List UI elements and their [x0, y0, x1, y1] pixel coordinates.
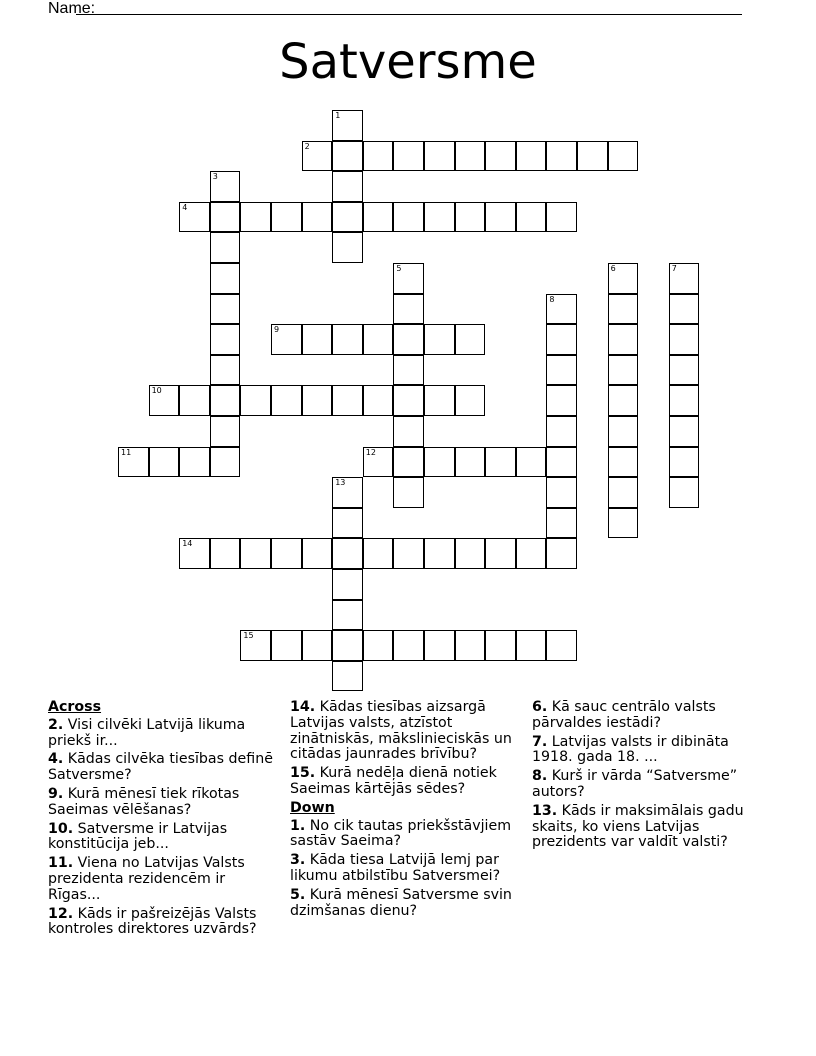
grid-cell[interactable] [669, 263, 700, 294]
grid-cell[interactable] [179, 538, 210, 569]
grid-cell[interactable] [302, 202, 333, 233]
grid-cell[interactable] [332, 171, 363, 202]
clue-across-4 [48, 752, 273, 784]
grid-cell[interactable] [669, 477, 700, 508]
grid-cell[interactable] [302, 141, 333, 172]
grid-cell[interactable] [546, 447, 577, 478]
grid-cell[interactable] [271, 385, 302, 416]
clue-number: 9. [48, 785, 64, 802]
clue-text: Satversme ir Latvijas konstitūcija jeb... [48, 820, 228, 853]
grid-cell[interactable] [393, 324, 424, 355]
clues-column-2 [290, 700, 525, 922]
grid-cell[interactable] [546, 355, 577, 386]
clue-down-7 [532, 735, 757, 767]
grid-cell[interactable] [332, 385, 363, 416]
grid-cell[interactable] [363, 141, 394, 172]
grid-cell[interactable] [210, 385, 241, 416]
grid-cell[interactable] [485, 202, 516, 233]
grid-cell[interactable] [608, 263, 639, 294]
clue-number-label: 9 [274, 325, 280, 335]
clue-number: 10. [48, 820, 74, 837]
grid-cell[interactable] [455, 385, 486, 416]
clue-down-6 [532, 700, 757, 732]
grid-cell[interactable] [210, 263, 241, 294]
grid-cell[interactable] [393, 355, 424, 386]
grid-cell[interactable] [546, 416, 577, 447]
grid-cell[interactable] [546, 294, 577, 325]
grid-cell[interactable] [393, 630, 424, 661]
clue-number-label: 13 [335, 478, 346, 488]
grid-cell[interactable] [516, 630, 547, 661]
clue-number: 4. [48, 751, 64, 768]
grid-cell[interactable] [179, 385, 210, 416]
grid-cell[interactable] [485, 141, 516, 172]
clue-across-12 [48, 907, 273, 939]
grid-cell[interactable] [271, 324, 302, 355]
clue-number-label: 6 [610, 264, 616, 273]
clue-number: 7. [532, 733, 548, 750]
grid-cell[interactable] [332, 110, 363, 141]
grid-cell[interactable] [608, 477, 639, 508]
clue-number: 3. [290, 852, 306, 869]
grid-cell[interactable] [149, 447, 180, 478]
grid-cell[interactable] [393, 447, 424, 478]
grid-cell[interactable] [546, 538, 577, 569]
grid-cell[interactable] [424, 630, 455, 661]
grid-cell[interactable] [608, 416, 639, 447]
grid-cell[interactable] [455, 447, 486, 478]
grid-cell[interactable] [546, 385, 577, 416]
grid-cell[interactable] [332, 232, 363, 263]
clue-number: 14. [290, 699, 316, 715]
clue-text: Kādas tiesības aizsargā Latvijas valsts, atzīstot zinātniskās, mākslinieciskās un citādas jaunrades brīvību? [290, 699, 512, 763]
clue-number-label: 1 [335, 111, 341, 120]
grid-cell[interactable] [455, 630, 486, 661]
grid-cell[interactable] [332, 141, 363, 172]
clue-number: 13. [532, 802, 558, 819]
clue-number-label: 10 [151, 386, 162, 396]
clue-number-label: 3 [212, 172, 218, 182]
clue-across-11 [48, 856, 273, 903]
name-label: Name: [48, 0, 96, 17]
clue-text: Visi cilvēki Latvijā likuma priekš ir... [48, 716, 246, 749]
grid-cell[interactable] [424, 447, 455, 478]
clue-text: Kāda tiesa Latvijā lemj par likumu atbilstību Satversmei? [290, 852, 501, 884]
grid-cell[interactable] [608, 294, 639, 325]
grid-cell[interactable] [669, 324, 700, 355]
grid-cell[interactable] [210, 232, 241, 263]
grid-cell[interactable] [669, 385, 700, 416]
grid-cell[interactable] [179, 202, 210, 233]
clue-text: Kādas cilvēka tiesības definē Satversme? [48, 751, 273, 784]
grid-cell[interactable] [332, 508, 363, 539]
grid-cell[interactable] [393, 538, 424, 569]
clue-number: 6. [532, 699, 548, 715]
clue-text: Latvijas valsts ir dibināta 1918. gada 18. ... [532, 733, 729, 766]
grid-cell[interactable] [332, 600, 363, 631]
clue-number: 11. [48, 855, 74, 872]
grid-cell[interactable] [363, 630, 394, 661]
grid-cell[interactable] [210, 202, 241, 233]
clue-text: Viena no Latvijas Valsts prezidenta rezidencēm ir Rīgas... [48, 855, 245, 903]
clue-number-label: 5 [396, 264, 402, 273]
clue-number: 2. [48, 716, 64, 733]
grid-cell[interactable] [271, 630, 302, 661]
grid-cell[interactable] [332, 630, 363, 661]
clue-across-10 [48, 822, 273, 854]
clue-number-label: 7 [671, 264, 677, 273]
clue-down-1 [290, 819, 525, 851]
grid-cell[interactable] [210, 538, 241, 569]
grid-cell[interactable] [424, 141, 455, 172]
grid-cell[interactable] [485, 538, 516, 569]
clue-text: Kurā mēnesī Satversme svin dzimšanas dienu? [290, 886, 512, 919]
grid-cell[interactable] [271, 202, 302, 233]
clue-down-13 [532, 804, 757, 851]
clue-text: Kurā mēnesī tiek rīkotas Saeimas vēlēšanas? [48, 785, 240, 818]
grid-cell[interactable] [240, 630, 271, 661]
grid-cell[interactable] [608, 447, 639, 478]
clue-number-label: 2 [304, 141, 310, 151]
grid-cell[interactable] [546, 508, 577, 539]
grid-cell[interactable] [393, 141, 424, 172]
grid-cell[interactable] [210, 447, 241, 478]
grid-cell[interactable] [485, 447, 516, 478]
grid-cell[interactable] [393, 202, 424, 233]
clue-number-label: 14 [182, 539, 193, 549]
clue-number-label: 8 [549, 294, 555, 304]
clue-down-3 [290, 853, 525, 885]
grid-cell[interactable] [240, 538, 271, 569]
clue-across-15 [290, 766, 525, 798]
grid-cell[interactable] [516, 447, 547, 478]
clue-down-5 [290, 888, 525, 920]
clue-across-2 [48, 718, 273, 750]
grid-cell[interactable] [240, 202, 271, 233]
grid-cell[interactable] [210, 171, 241, 202]
grid-cell[interactable] [455, 538, 486, 569]
grid-cell[interactable] [455, 141, 486, 172]
clue-number: 12. [48, 905, 74, 922]
clue-number: 15. [290, 765, 316, 782]
grid-cell[interactable] [516, 202, 547, 233]
grid-cell[interactable] [608, 141, 639, 172]
grid-cell[interactable] [669, 416, 700, 447]
grid-cell[interactable] [210, 294, 241, 325]
clue-down-8 [532, 769, 757, 801]
grid-cell[interactable] [118, 447, 149, 478]
clue-text: Kurš ir vārda “Satversme” autors? [532, 768, 738, 800]
clue-text: Kāds ir pašreizējās Valsts kontroles direktores uzvārds? [48, 905, 257, 938]
grid-cell[interactable] [363, 324, 394, 355]
grid-cell[interactable] [424, 202, 455, 233]
grid-cell[interactable] [332, 569, 363, 600]
grid-cell[interactable] [363, 202, 394, 233]
grid-cell[interactable] [669, 447, 700, 478]
clue-text: Kā sauc centrālo valsts pārvaldes iestādi? [532, 699, 716, 731]
grid-cell[interactable] [393, 416, 424, 447]
grid-cell[interactable] [271, 538, 302, 569]
grid-cell[interactable] [577, 141, 608, 172]
clue-across-14 [290, 700, 525, 763]
clue-text: No cik tautas priekšstāvjiem sastāv Saeima? [290, 817, 512, 850]
clues-column-3 [532, 700, 757, 854]
down-heading: Down [290, 799, 335, 816]
grid-cell[interactable] [210, 355, 241, 386]
grid-cell[interactable] [332, 661, 363, 692]
grid-cell[interactable] [516, 141, 547, 172]
grid-cell[interactable] [302, 538, 333, 569]
grid-cell[interactable] [455, 324, 486, 355]
grid-cell[interactable] [302, 630, 333, 661]
grid-cell[interactable] [485, 630, 516, 661]
grid-cell[interactable] [240, 385, 271, 416]
grid-cell[interactable] [608, 355, 639, 386]
clues-column-1 [48, 700, 273, 941]
grid-cell[interactable] [393, 385, 424, 416]
grid-cell[interactable] [210, 324, 241, 355]
clue-number: 8. [532, 768, 548, 785]
clue-text: Kāds ir maksimālais gadu skaits, ko viens Latvijas prezidents var valdīt valsti? [532, 802, 744, 851]
grid-cell[interactable] [424, 324, 455, 355]
grid-cell[interactable] [393, 294, 424, 325]
grid-cell[interactable] [363, 538, 394, 569]
grid-cell[interactable] [546, 141, 577, 172]
page-title: Satversme [279, 34, 537, 90]
grid-cell[interactable] [210, 416, 241, 447]
grid-cell[interactable] [455, 202, 486, 233]
grid-cell[interactable] [302, 324, 333, 355]
grid-cell[interactable] [149, 385, 180, 416]
grid-cell[interactable] [332, 202, 363, 233]
clue-across-9 [48, 787, 273, 819]
grid-cell[interactable] [393, 477, 424, 508]
grid-cell[interactable] [546, 477, 577, 508]
grid-cell[interactable] [424, 538, 455, 569]
grid-cell[interactable] [363, 385, 394, 416]
clue-number-label: 11 [121, 447, 132, 457]
grid-cell[interactable] [332, 477, 363, 508]
grid-cell[interactable] [332, 324, 363, 355]
grid-cell[interactable] [393, 263, 424, 294]
grid-cell[interactable] [302, 385, 333, 416]
grid-cell[interactable] [424, 385, 455, 416]
grid-cell[interactable] [546, 324, 577, 355]
grid-cell[interactable] [608, 508, 639, 539]
grid-cell[interactable] [332, 538, 363, 569]
grid-cell[interactable] [179, 447, 210, 478]
clue-number: 1. [290, 817, 306, 834]
grid-cell[interactable] [669, 355, 700, 386]
clue-number-label: 15 [243, 631, 254, 641]
clue-number-label: 4 [182, 202, 188, 212]
grid-cell[interactable] [608, 385, 639, 416]
grid-cell[interactable] [546, 202, 577, 233]
grid-cell[interactable] [363, 447, 394, 478]
clue-text: Kurā nedēļa dienā notiek Saeimas kārtējās sēdes? [290, 765, 497, 797]
clue-number-label: 12 [365, 447, 376, 457]
grid-cell[interactable] [669, 294, 700, 325]
grid-cell[interactable] [546, 630, 577, 661]
grid-cell[interactable] [608, 324, 639, 355]
clue-number: 5. [290, 886, 306, 903]
grid-cell[interactable] [516, 538, 547, 569]
across-heading: Across [48, 699, 102, 715]
